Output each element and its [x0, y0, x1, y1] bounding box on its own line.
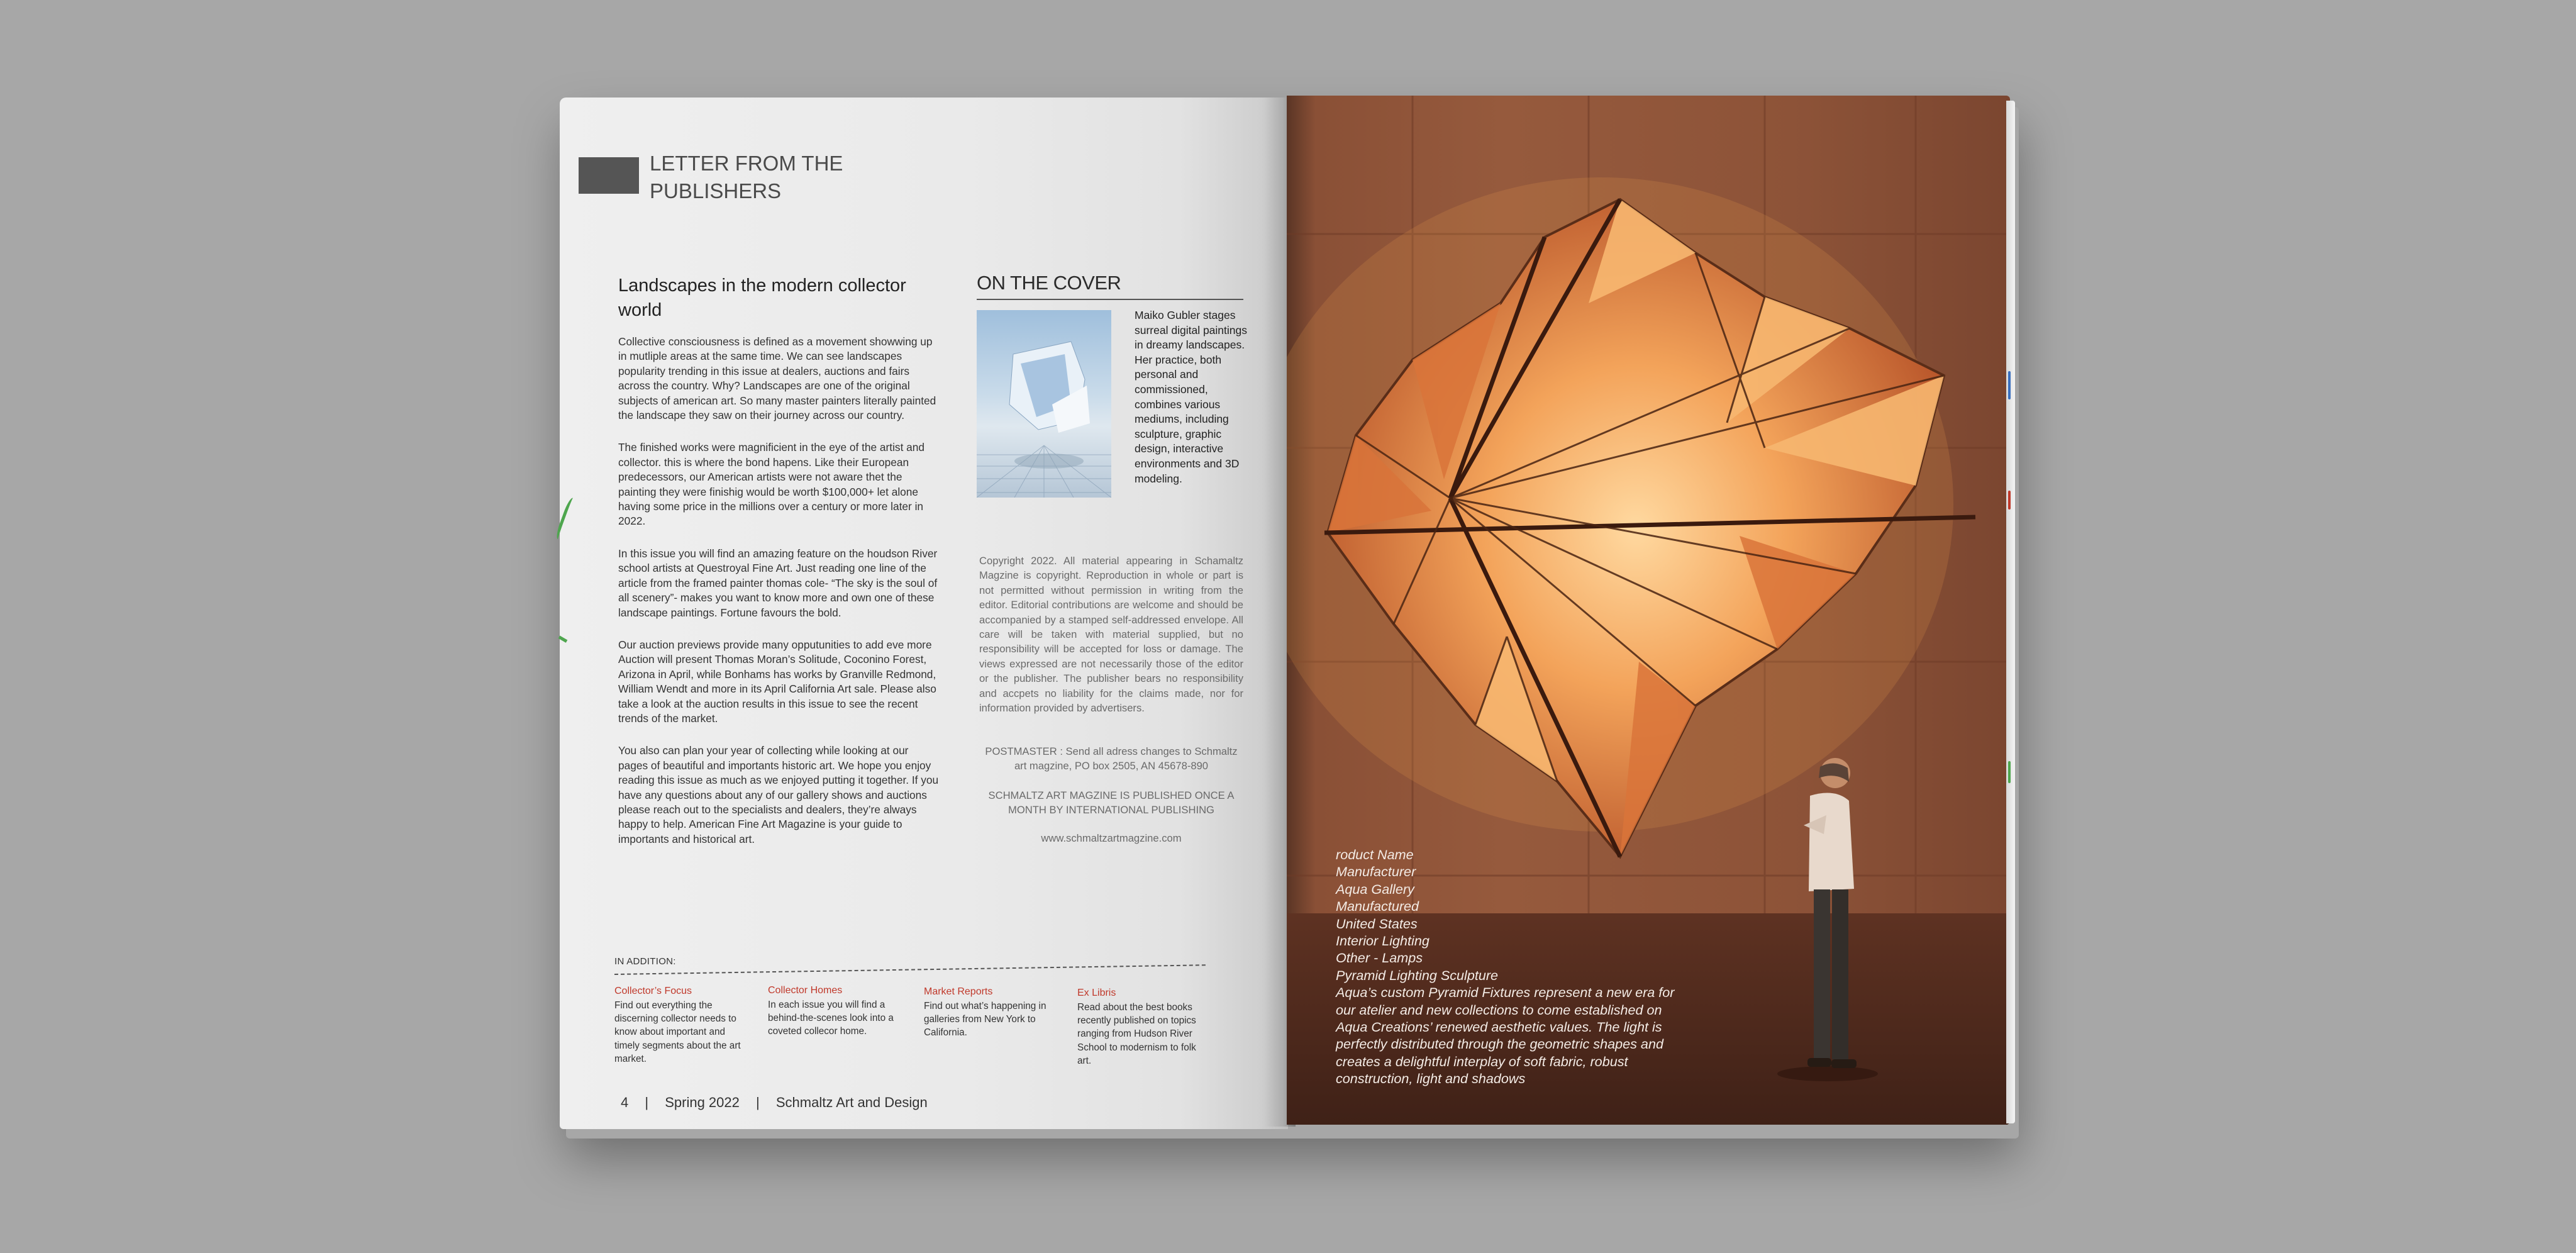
page-edge-tab — [2008, 371, 2011, 399]
page-footer — [621, 1094, 928, 1111]
page-edge-tab — [2008, 761, 2011, 783]
credit-line: Manufacturer — [1336, 864, 1416, 880]
postmaster-notice: POSTMASTER : Send all adress changes to Schmaltz art magzine, PO box 2505, AN 45678-890 — [985, 745, 1238, 772]
addition-item-title: Collector’s Focus — [614, 986, 692, 996]
article-paragraph: Our auction previews provide many opputunities to add eve more Auction will present Thomas Moran’s Solitude, Coconino Forest, Arizona in April, while Bonhams has works by Granville Redmond, William Wendt and more in its April California Art sale. Please also take a look at the auction results in this issue to see the recent trends of the market. — [618, 638, 936, 725]
publisher-notice: SCHMALTZ ART MAGZINE IS PUBLISHED ONCE A MONTH BY INTERNATIONAL PUBLISHING — [988, 789, 1235, 816]
addition-item-title: Ex Libris — [1077, 988, 1116, 998]
page-edge-tab — [2008, 491, 2011, 510]
credit-line: United States — [1336, 915, 1418, 932]
issue-date: Spring 2022 — [665, 1094, 740, 1110]
credit-line: Pyramid Lighting Sculpture — [1336, 967, 1499, 983]
credit-line: Aqua Gallery — [1336, 881, 1414, 897]
copyright-notice: Copyright 2022. All material appearing in Schamaltz Magzine is copyright. Reproduction in whole or part is not permitted without permission in writing from the editor. Editorial contributions are welcome and should be accompanied by a stamped self-addressed envelope. All care will be taken with material supplied, but no responsibility will be accepted for loss or damage. The views expressed are not necessarily those of the editor or the publisher. The publisher bears no responsibility and accpets no liability for the claims made, nor for information provided by advertisers. — [979, 555, 1243, 715]
cover-heading-rule — [977, 299, 1243, 300]
section-title-line: PUBLISHERS — [650, 179, 782, 203]
addition-item-title: Market Reports — [924, 986, 993, 997]
addition-item-text: Read about the best books recently published on topics ranging from Hudson River School to modernism to folk art. — [1077, 1002, 1196, 1066]
cover-heading: ON THE COVER — [977, 272, 1121, 294]
credit-line: Aqua’s custom Pyramid Fixtures represent a new era for — [1336, 984, 1675, 1001]
website-link[interactable]: www.schmaltzartmagzine.com — [1041, 832, 1182, 844]
article-paragraph: The finished works were magnificient in the eye of the artist and collector. this is where the bond hapens. Like their European predecessors, our American artists were not aware thet the painting they were finishig would be worth $100,000+ let alone having some price in the millions over a century or more later in 2022. — [618, 441, 925, 528]
credit-line: our atelier and new collections to come established on — [1336, 1001, 1662, 1018]
cover-description: Maiko Gubler stages surreal digital paintings in dreamy landscapes. Her practice, both personal and commissioned, combines various mediums, including sculpture, graphic design, interactive environments and 3D modeling. — [1135, 309, 1247, 485]
article-paragraph: Collective consciousness is defined as a movement showwing up in mutliple areas at the same time. We can see landscapes popularity trending in this issue at dealers, auctions and fairs across the country. Why? Landscapes are one of the original subjects of american art. So many master painters literally painted the landscape they saw on their journey across our country. — [618, 335, 936, 422]
credit-line: roduct Name — [1336, 847, 1414, 862]
section-title-line: LETTER FROM THE — [650, 152, 843, 175]
cover-art — [977, 310, 1111, 498]
addition-item-text: Find out everything the discerning collector needs to know about important and timely segments about the art market. — [614, 1000, 741, 1064]
footer-separator: | — [756, 1094, 760, 1110]
header-color-block — [579, 157, 639, 194]
addition-item-text: Find out what’s happening in galleries from New York to California. — [924, 1001, 1046, 1039]
credit-line: Other - Lamps — [1336, 950, 1423, 966]
section-title — [650, 150, 889, 205]
credit-line: Interior Lighting — [1336, 933, 1430, 949]
addition-item-title: Collector Homes — [768, 985, 843, 996]
in-addition-label: IN ADDITION: — [614, 956, 676, 967]
page-number: 4 — [621, 1094, 629, 1110]
credit-line: creates a delightful interplay of soft fabric, robust — [1336, 1053, 1628, 1069]
credit-line: construction, light and shadows — [1336, 1071, 1526, 1087]
addition-item — [614, 986, 750, 1066]
addition-item — [1077, 988, 1209, 1067]
addition-item — [924, 986, 1059, 1040]
credit-line: perfectly distributed through the geometric shapes and — [1336, 1036, 1663, 1052]
article-paragraph: You also can plan your year of collecting while looking at our pages of beautiful and importants historic art. We hope you enjoy reading this issue as much as we enjoyed putting it together. If you have any questions about any of our gallery shows and auctions please reach out to the specialists and dealers, they’re always happy to help. American Fine Art Magazine is your guide to importants and historical art. — [618, 744, 939, 845]
publication-name: Schmaltz Art and Design — [775, 1094, 928, 1110]
page-edge — [2006, 101, 2015, 1123]
credit-line: Manufactured — [1336, 898, 1419, 915]
article-title: Landscapes in the modern collector world — [618, 276, 906, 320]
article-paragraph: In this issue you will find an amazing feature on the houdson River school artists at Questroyal Fine Art. Just reading one line of the article from the framed painter thomas cole- “The sky is the soul of all scenery”- makes you want to know more and own one of these landscape paintings. Fortune favours the bold. — [618, 547, 938, 619]
article-body — [618, 335, 939, 864]
product-credits — [1336, 846, 1688, 1088]
addition-item — [768, 985, 903, 1039]
credit-line: Aqua Creations’ renewed aesthetic values. The light is — [1336, 1019, 1662, 1035]
addition-item-text: In each issue you will find a behind-the-scenes look into a coveted collecor home. — [768, 1000, 894, 1037]
cover-thumbnail — [977, 310, 1111, 498]
footer-separator: | — [645, 1094, 649, 1110]
